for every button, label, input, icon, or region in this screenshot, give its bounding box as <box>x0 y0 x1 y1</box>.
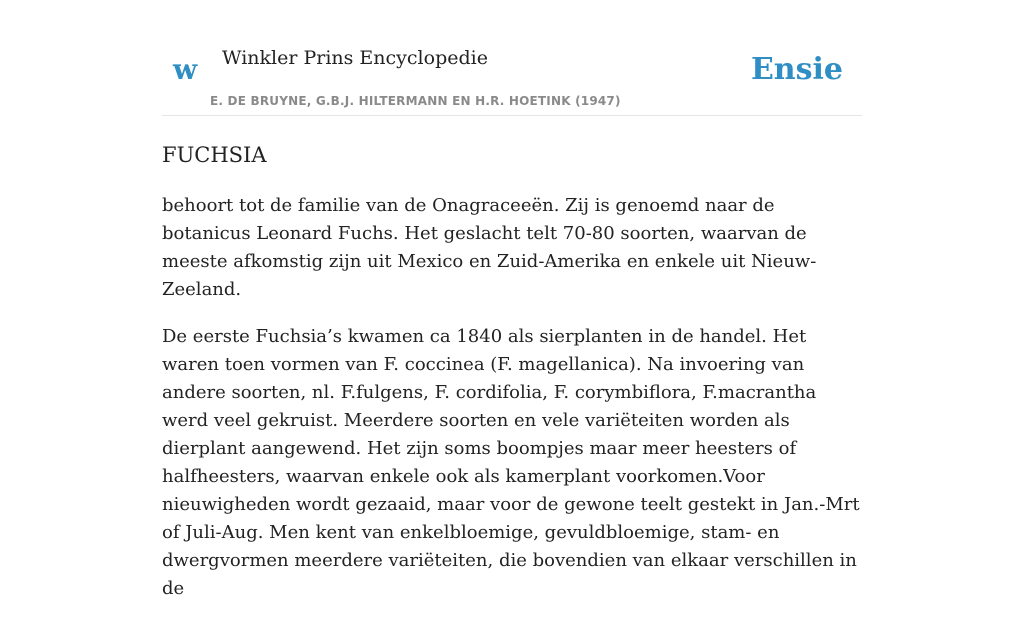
site-header <box>162 0 862 116</box>
encyclopedia-logo-icon[interactable]: w <box>173 53 198 86</box>
book-authors: E. DE BRUYNE, G.B.J. HILTERMANN EN H.R. HOETINK (1947) <box>210 94 621 108</box>
ensie-brand-link[interactable]: Ensie <box>750 52 843 87</box>
content-container <box>162 0 862 599</box>
article-paragraph: De eerste Fuchsia’s kwamen ca 1840 als sierplanten in de handel. Het waren toen vormen van F. coccinea (F. magellanica). Na invoering van andere soorten, nl. F.fulgens, F. cordifolia, F. corymbiflora, F.macrantha werd veel gekruist. Meerdere soorten en vele variëteiten worden als dierplant aangewend. Het zijn soms boompjes maar meer heesters of halfheesters, waarvan enkele ook als kamerplant voorkomen.Voor nieuwigheden wordt gezaaid, maar voor de gewone teelt gestekt in Jan.-Mrt of Juli-Aug. Men kent van enkelbloemige, gevuldbloemige, stam- en dwergvormen meerdere variëteiten, die bovendien van elkaar verschillen in de <box>162 326 860 599</box>
article-paragraph: behoort tot de familie van de Onagraceeën. Zij is genoemd naar de botanicus Leonard Fuchs. Het geslacht telt 70-80 soorten, waarvan de meeste afkomstig zijn uit Mexico en Zuid-Amerika en enkele uit Nieuw-Zeeland. <box>162 195 817 300</box>
article-title: FUCHSIA <box>162 143 267 167</box>
article-body <box>162 192 862 622</box>
book-title[interactable]: Winkler Prins Encyclopedie <box>222 47 488 69</box>
